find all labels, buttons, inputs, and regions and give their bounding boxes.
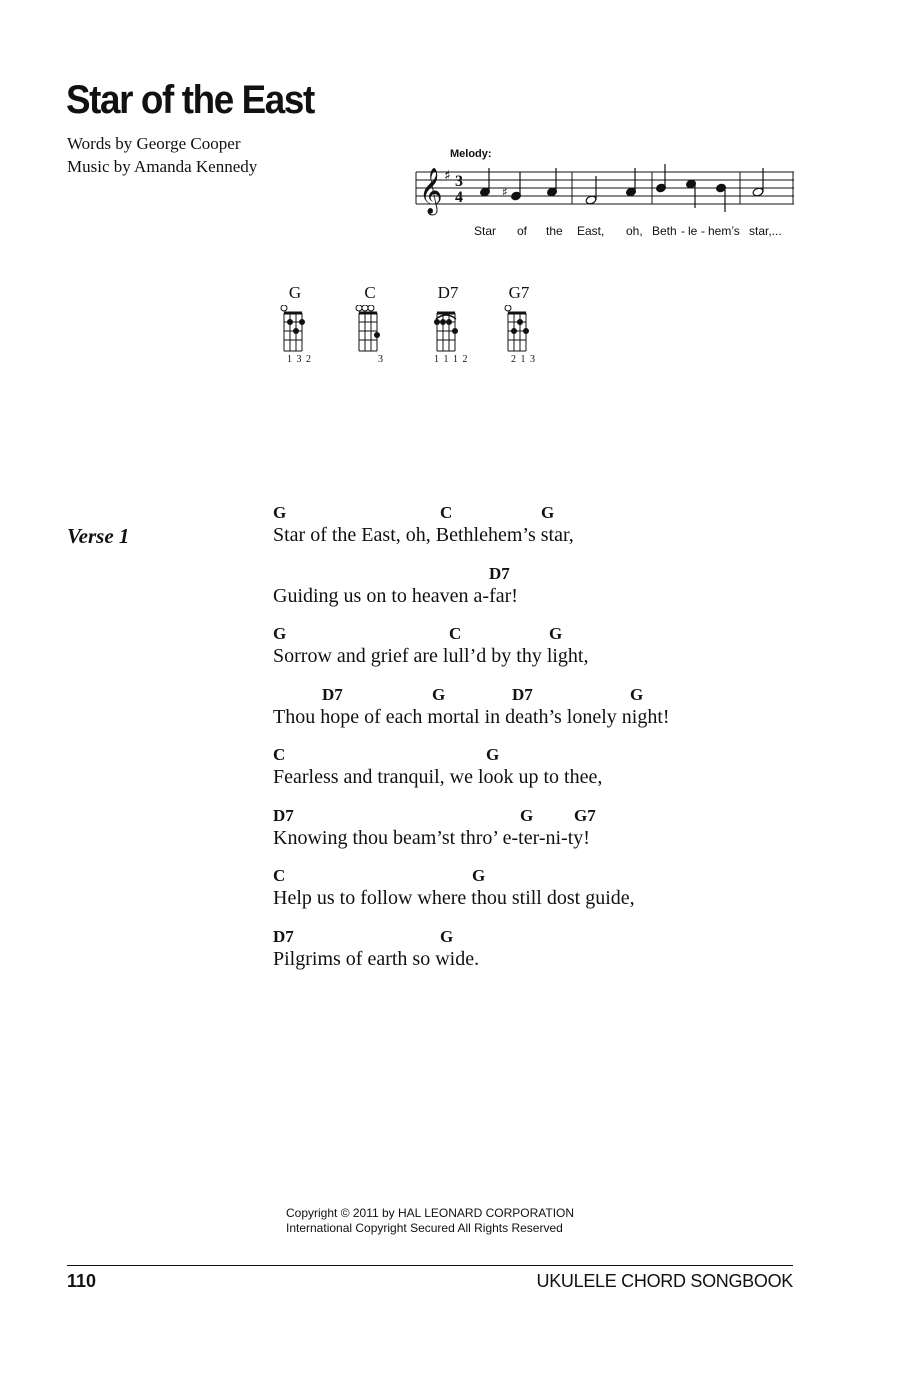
svg-text:♯: ♯ [502,185,508,199]
lyric-line: Sorrow and grief are lull’d by thy light, [273,645,589,667]
chord-symbol: D7 [273,806,294,825]
melody-lyric: - [701,224,705,238]
fretboard-grid [489,305,549,355]
chord-symbol: G [486,745,500,764]
note [752,187,764,197]
chord-symbol: C [273,745,286,764]
melody-lyric: of [517,224,528,238]
svg-text:𝄞: 𝄞 [419,168,443,214]
melody-lyric: le [688,224,698,238]
key-signature-sharp-icon [444,168,451,184]
copyright-line: International Copyright Secured All Rights Reserved [286,1221,563,1235]
chord-diagram-c [340,283,400,373]
svg-text:4: 4 [455,189,463,206]
words-credit: Words by George Cooper [67,134,241,153]
lyric-line: Pilgrims of earth so wide. [273,948,480,970]
chord-symbol: G [541,503,555,522]
melody-lyric: - [681,224,685,238]
lyric-line: Star of the East, oh, Bethlehem’s star, [273,524,574,546]
melody-lyric: the [546,224,563,238]
chord-diagram-name: D7 [437,283,459,302]
melody-lyric: star,... [749,224,782,238]
section-label-verse: Verse 1 [67,524,130,548]
chord-fingering: 1 3 2 [287,354,312,365]
chord-symbol: D7 [273,927,294,946]
lyric-line: Help us to follow where thou still dost guide, [273,887,635,909]
chord-diagram-name: C [364,283,376,302]
footer-divider [67,1265,793,1266]
lyric-line: Guiding us on to heaven a-far! [273,585,518,607]
chord-fingering: 1 1 1 2 [434,354,469,365]
chord-symbol: G [440,927,454,946]
chord-symbol: G7 [574,806,596,825]
chord-symbol: D7 [322,685,343,704]
lyric-line: Thou hope of each mortal in death’s lonely night! [273,706,670,728]
treble-clef-icon [419,168,443,216]
chord-symbol: G [549,624,563,643]
chord-symbol: G [273,503,287,522]
time-signature [455,173,463,206]
melody-staff [410,160,795,220]
lyric-line: Fearless and tranquil, we look up to thee, [273,766,603,788]
chord-symbol: D7 [512,685,533,704]
svg-text:3: 3 [455,173,463,190]
melody-lyric: Star [474,224,497,238]
copyright-line: Copyright © 2011 by HAL LEONARD CORPORATION [286,1206,575,1220]
chord-fingering: 3 [378,354,384,365]
chord-symbol: D7 [489,564,510,583]
chord-symbol: G [432,685,446,704]
fretboard-grid [265,305,325,355]
chord-fingering: 2 1 3 [511,354,536,365]
music-credit: Music by Amanda Kennedy [67,157,258,176]
chord-diagram-name: G [288,283,302,302]
song-title: Star of the East [66,78,314,122]
note [585,195,597,205]
chord-symbol: G [520,806,534,825]
chord-symbol: C [449,624,462,643]
svg-text:♯: ♯ [444,168,451,184]
chord-diagram-name: G7 [508,283,530,302]
page-number: 110 [67,1271,97,1291]
melody-label: Melody: [450,148,492,160]
fretboard-grid [418,305,478,355]
melody-lyric: oh, [626,224,643,238]
chord-symbol: G [273,624,287,643]
chord-symbol: C [273,866,286,885]
fretboard-grid [340,305,400,355]
melody-lyric: Beth [652,224,677,238]
lyric-line: Knowing thou beam’st thro’ e-ter-ni-ty! [273,827,590,849]
chord-symbol: G [630,685,644,704]
melody-lyric: hem’s [708,224,740,238]
book-title: UKULELE CHORD SONGBOOK [536,1271,793,1291]
chord-symbol: G [472,866,486,885]
melody-lyric: East, [577,224,605,238]
chord-symbol: C [440,503,453,522]
